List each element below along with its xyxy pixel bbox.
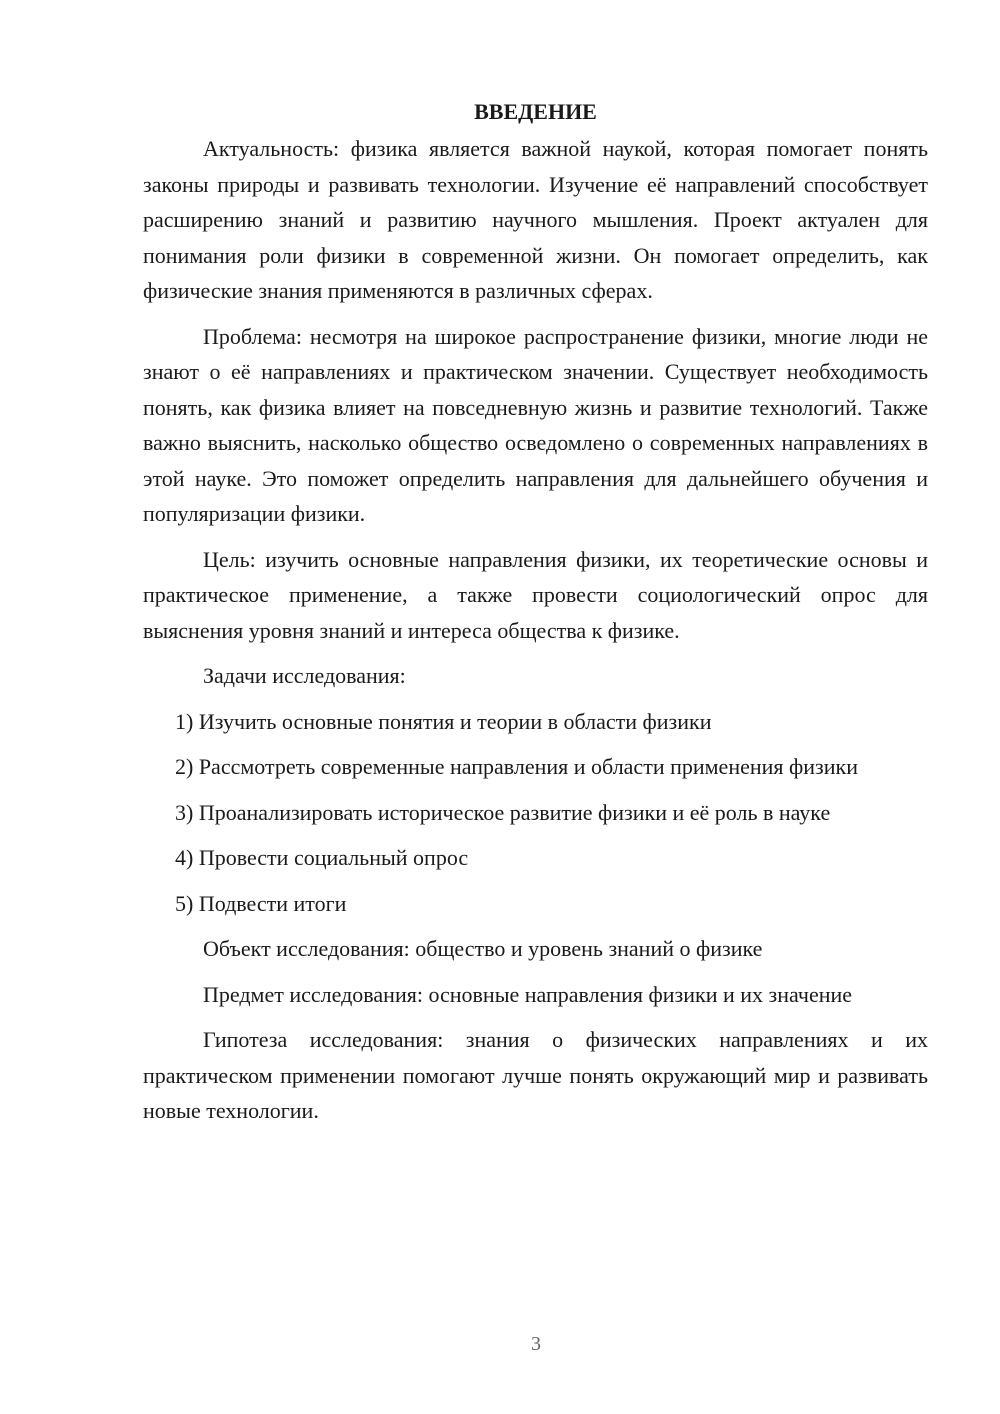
paragraph-hypothesis: Гипотеза исследования: знания о физических направлениях и их практическом применении помогают лучше понять окружающий мир и развивать новые технологии.: [143, 1027, 928, 1123]
tasks-heading: Задачи исследования:: [203, 663, 406, 688]
paragraph-subject: Предмет исследования: основные направления физики и их значение: [203, 981, 853, 1007]
task-item-3: 3) Проанализировать историческое развитие физики и её роль в науке: [175, 799, 831, 825]
paragraph-relevance: Актуальность: физика является важной наукой, которая помогает понять законы природы и развивать технологии. Изучение её направлений способствует расширению знаний и развитию научного мышления. Проект актуален для понимания роли физики в современной жизни. Он помогает определить, как физические знания применяются в различных сферах.: [143, 136, 928, 303]
task-item-2: 2) Рассмотреть современные направления и области применения физики: [175, 754, 858, 779]
paragraph-goal: Цель: изучить основные направления физики, их теоретические основы и практическое применение, а также провести социологический опрос для выяснения уровня знаний и интереса общества к физике.: [143, 546, 928, 643]
page-content: [143, 94, 928, 1139]
paragraph-object: Объект исследования: общество и уровень знаний о физике: [203, 936, 763, 961]
paragraph-problem: Проблема: несмотря на широкое распространение физики, многие люди не знают о её направлениях и практическом значении. Существует необходимость понять, как физика влияет на повседневную жизнь и развитие технологий. Также важно выяснить, насколько общество осведомлено о современных направлениях в этой науке. Это поможет определить направления для дальнейшего обучения и популяризации физики.: [143, 323, 928, 526]
task-item-1: 1) Изучить основные понятия и теории в области физики: [175, 708, 712, 734]
section-title: ВВЕДЕНИЕ: [474, 99, 597, 124]
task-item-4: 4) Провести социальный опрос: [175, 845, 469, 870]
task-item-5: 5) Подвести итоги: [175, 890, 347, 916]
page-number: 3: [531, 1333, 541, 1355]
